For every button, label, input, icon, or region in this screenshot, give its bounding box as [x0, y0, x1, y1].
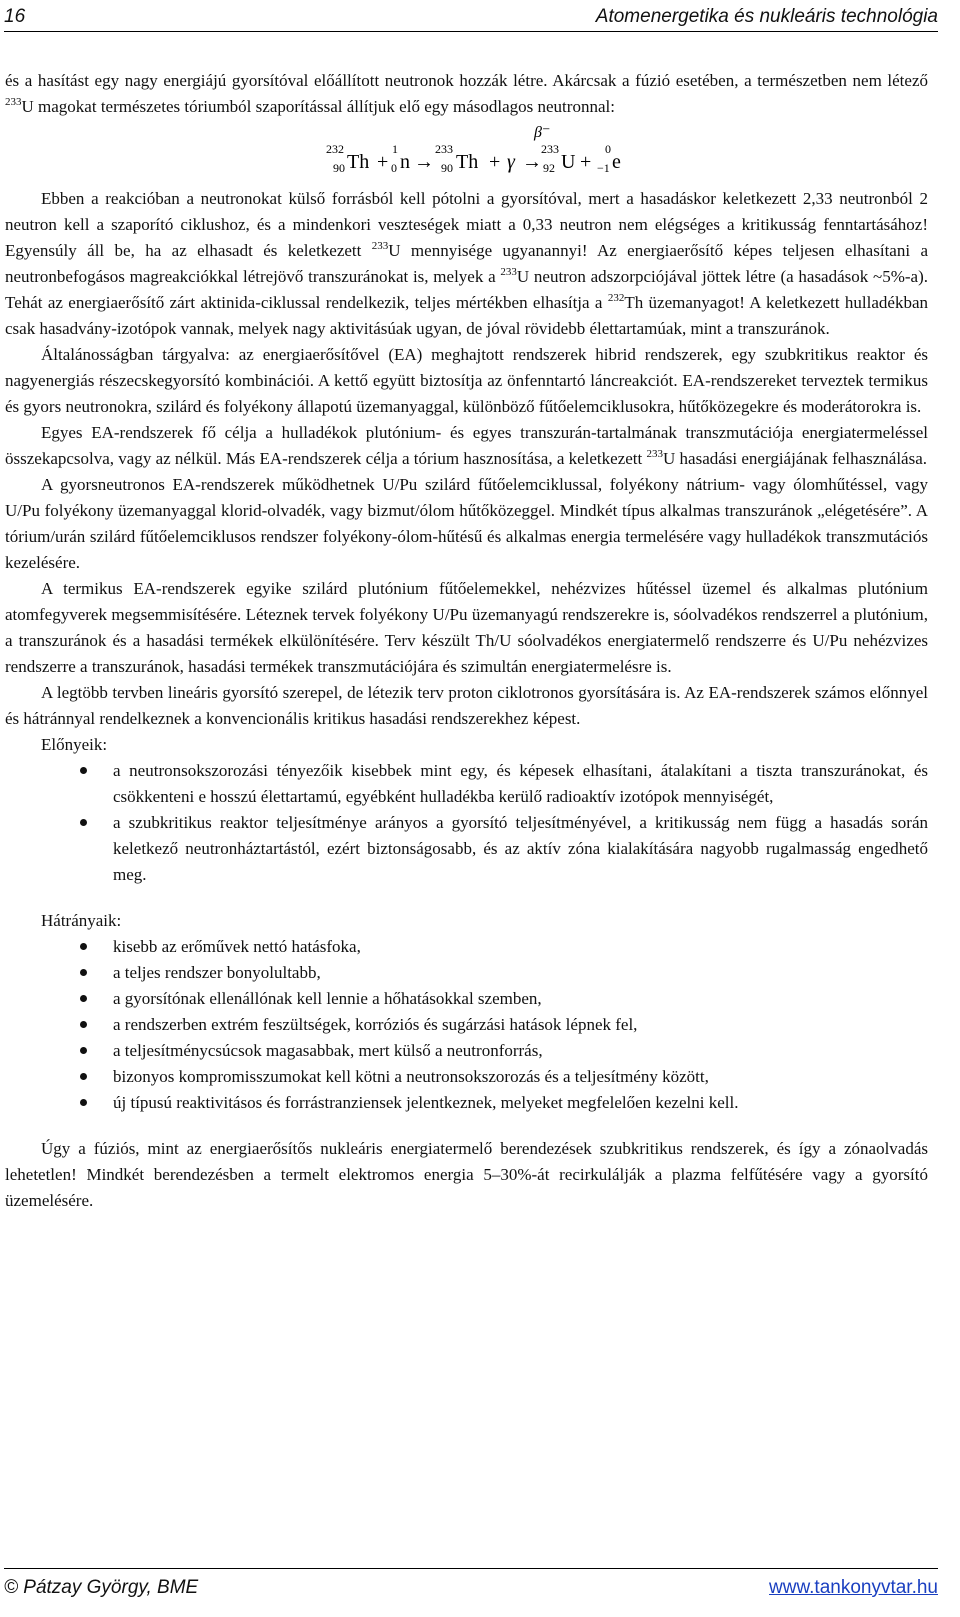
advantages-heading: Előnyeik: [41, 735, 108, 754]
list-item: a gyorsítónak ellenállónak kell lennie a hőhatásokkal szemben, [113, 986, 928, 1012]
paragraph-thermal: A termikus EA-rendszerek egyike szilárd plutónium fűtőelemekkel, nehézvizes hűtéssel üzemel és alkalmas plutónium atomfegyverek megsemmisítésére. Léteznek tervek folyékony U/Pu üzemanyagú rendszerekre is, sóolvadékos rendszerrel a plutónium, a transzuránok és a hasadási termékek elkülönítésére. Terv készült Th/U sóolvadékos energiatermelő rendszerre és U/Pu nehézvizes rendszerre a transzuránok, hasadási termékek transzmutációjára és szimultán energiatermelésre is. [5, 579, 928, 676]
list-item: a neutronsokszorozási tényezőik kisebbek mint egy, és képesek elhasítani, átalakítani a tiszta transzuránokat, és csökkenteni e hosszú élettartamú, egyébként hulladékba kerülő radioaktív izotópok mennyiségét, [113, 758, 928, 810]
isotope-mass: 232 [607, 292, 625, 304]
electron-mass: 0 [605, 142, 611, 156]
gamma-symbol: γ [507, 151, 515, 173]
page-footer [4, 1568, 938, 1599]
nuclear-reaction-equation [325, 120, 665, 186]
list-item: a teljes rendszer bonyolultabb, [113, 960, 928, 986]
plus-sign: + [489, 151, 501, 173]
plus-sign: + [580, 151, 592, 173]
arrow-2: → [522, 151, 542, 173]
advantages-list [5, 758, 928, 888]
paragraph-intro [5, 68, 928, 120]
text-run: Egyes EA-rendszerek fő célja a hulladékok plutónium- és egyes transzurán-tartalmának transzmutációja energiatermeléssel összekapcsolva, vagy az nélkül. Más EA-rendszerek célja a tórium hasznosítása, a keletkezett [5, 423, 928, 468]
text-run: U magokat természetes tóriumból szaporítással állítjuk elő egy másodlagos neutronnal: [21, 97, 615, 116]
document-body [5, 68, 928, 1214]
list-item: új típusú reaktivitásos és forrástranziensek jelentkeznek, melyeket megfelelően kezelni kell. [113, 1090, 928, 1116]
th232-symbol: Th [347, 151, 370, 173]
paragraph-accelerator: A legtöbb tervben lineáris gyorsító szerepel, de létezik terv proton ciklotronos gyorsítására is. Az EA-rendszerek számos előnnyel és hátránnyal rendelkeznek a konvencionális kritikus hasadási rendszerekhez képest. [5, 683, 928, 728]
th233-z: 90 [441, 161, 453, 175]
electron-z: −1 [597, 161, 610, 175]
neutron-mass: 1 [392, 142, 398, 156]
isotope-mass: 233 [646, 448, 663, 460]
u233-z: 92 [543, 161, 555, 175]
plus-sign: + [377, 151, 389, 173]
text-run: U neutron adszorpciójával jöttek létre (a hasadások ~5%-a). Tehát az energiaerősítő zárt aktinida-ciklussal rendelkezik, teljes mértékben elhasítja a [5, 267, 928, 312]
list-item: a rendszerben extrém feszültségek, korróziós és sugárzási hatások lépnek fel, [113, 1012, 928, 1038]
paragraph-reaction [5, 186, 928, 342]
paragraph-transmutation [5, 420, 928, 472]
text-run: U mennyisége ugyanannyi! Az energiaerősítő képes teljesen elhasítani a neutronbefogásos magreakciókkal létrejövő transzuránokat is, melyek a [5, 241, 928, 286]
arrow-1: → [414, 151, 434, 173]
th232-mass: 232 [326, 142, 344, 156]
th233-symbol: Th [456, 151, 479, 173]
list-item: a teljesítménycsúcsok magasabbak, mert külső a neutronforrás, [113, 1038, 928, 1064]
electron-symbol: e [612, 151, 621, 173]
text-run: Th üzemanyagot! A keletkezett hulladékban csak hasadvány-izotópok vannak, melyek nagy aktivitásúak ugyan, de jóval rövidebb élettartamúak, mint a transzuránok. [5, 293, 929, 338]
running-title: Atomenergetika és nukleáris technológia [595, 6, 938, 27]
equation-row [5, 120, 928, 186]
disadvantages-list [5, 934, 928, 1116]
spacer [5, 1116, 928, 1136]
isotope-mass: 233 [500, 266, 517, 278]
paragraph-general: Általánosságban tárgyalva: az energiaerősítővel (EA) meghajtott rendszerek hibrid rendszerek, egy szubkritikus reaktor és nagyenergiás részecskegyorsító kombinációi. A kettő együtt biztosítja az önfenntartó láncreakciót. EA-rendszereket terveztek termikus és gyors neutronokra, szilárd és folyékony állapotú üzemanyaggal, különböző fűtőelemciklusokra, hűtőközegekre és moderátorokra is. [5, 345, 928, 416]
spacer [5, 888, 928, 908]
paragraph-fast-neutron: A gyorsneutronos EA-rendszerek működhetnek U/Pu szilárd fűtőelemciklussal, folyékony nátrium- vagy ólomhűtéssel, vagy U/Pu folyékony üzemanyaggal klorid-olvadék, vagy bizmut/ólom hűtőközeggel. Mindkét típus alkalmas transzuránok „elégetésére”. A tórium/urán szilárd fűtőelemciklusos rendszer folyékony-ólom-hűtésű és alkalmas energia termelésére vagy hulladékok transzmutációs kezelésére. [5, 475, 928, 572]
neutron-z: 0 [391, 161, 397, 175]
text-run: Ebben a reakcióban a neutronokat külső forrásból kell pótolni a gyorsítóval, mert a hasadáskor keletkezett 2,33 neutronból 2 neutron kell a szaporító ciklushoz, és a mindenkori veszteségek miatt a 0,33 neutron nem elégséges a kritikusság fenntartásához! Egyensúly áll be, ha az elhasadt és keletkezett [5, 189, 928, 260]
list-item: bizonyos kompromisszumokat kell kötni a neutronsokszorozás és a teljesítmény között, [113, 1064, 928, 1090]
list-item: a szubkritikus reaktor teljesítménye arányos a gyorsító teljesítményével, a kritikusság nem függ a hasadás során keletkező neutronháztartástól, ezért biztonságosabb, és az aktív zóna kialakítására nagyobb rugalmasság engedhető meg. [113, 810, 928, 888]
u233-symbol: U [561, 151, 576, 173]
th232-z: 90 [333, 161, 345, 175]
neutron-symbol: n [400, 151, 410, 173]
isotope-mass: 233 [5, 96, 22, 108]
beta-label: β⁻ [534, 124, 551, 141]
text-run: és a hasítást egy nagy energiájú gyorsítóval előállított neutronok hozzák létre. Akárcsak a fúzió esetében, a természetben nem létező [5, 71, 928, 90]
paragraph-conclusion: Úgy a fúziós, mint az energiaerősítős nukleáris energiatermelő berendezések szubkritikus rendszerek, és így a zónaolvadás lehetetlen! Mindkét berendezésben a termelt elektromos energia 5–30%-át recirkulálják a plazma felfűtésére vagy a gyorsító üzemelésére. [5, 1139, 928, 1210]
th233-mass: 233 [435, 142, 453, 156]
list-item: kisebb az erőművek nettó hatásfoka, [113, 934, 928, 960]
isotope-mass: 233 [371, 240, 389, 252]
author-credit: © Pátzay György, BME [4, 1577, 199, 1598]
u233-mass: 233 [541, 142, 559, 156]
page-number: 16 [4, 6, 26, 27]
website-link[interactable]: www.tankonyvtar.hu [769, 1577, 938, 1598]
disadvantages-heading: Hátrányaik: [41, 911, 122, 930]
text-run: U hasadási energiájának felhasználása. [663, 449, 928, 468]
page-header [4, 0, 938, 32]
